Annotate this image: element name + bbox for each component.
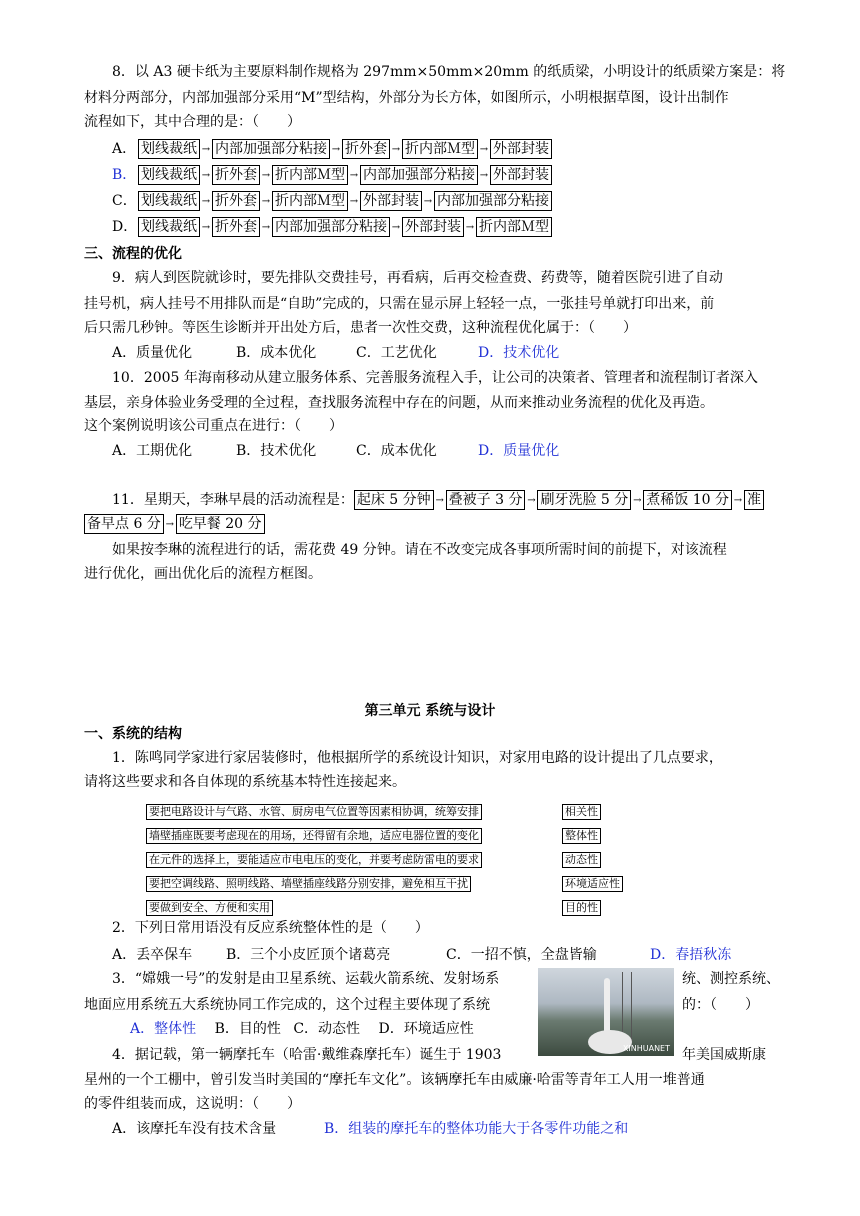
q8-option-row: [112, 138, 552, 159]
flow-step-box: 准: [744, 490, 764, 510]
flow-step-box: 折外套: [212, 165, 260, 185]
arrow-icon: →: [261, 221, 271, 233]
flow-step-box: 折内部Ｍ型: [402, 139, 478, 159]
flow-step-box: 外部封装: [402, 217, 464, 237]
flow-step-box: 划线裁纸: [138, 217, 200, 237]
s2-option-c: C．一招不慎，全盘皆输: [446, 947, 597, 963]
requirement-box: 要做到安全、方便和实用: [146, 900, 273, 916]
option-label: D．: [112, 219, 138, 235]
arrow-icon: →: [201, 195, 211, 207]
flow-step-box: 折外套: [342, 139, 390, 159]
option-label: B．: [112, 167, 137, 183]
arrow-icon: →: [465, 221, 475, 233]
requirement-box: 在元件的选择上，要能适应市电电压的变化，并要考虑防雷电的要求: [146, 852, 482, 868]
option-label: C．: [112, 193, 137, 209]
arrow-icon: →: [423, 195, 433, 207]
flow-step-box: 外部封装: [360, 191, 422, 211]
flow-step-box: 外部封装: [490, 165, 552, 185]
rocket-launch-photo: [538, 968, 674, 1056]
s4-option-b: B．组装的摩托车的整体功能大于各零件功能之和: [324, 1121, 629, 1137]
property-box: 动态性: [562, 852, 601, 868]
arrow-icon: →: [261, 195, 271, 207]
s3-option-b: B．目的性: [214, 1021, 281, 1037]
s4-option-a: A．该摩托车没有技术含量: [112, 1121, 277, 1137]
unit-title: 第三单元 系统与设计: [364, 703, 496, 719]
s3-option-d: D．环境适应性: [378, 1021, 474, 1037]
s1-line1: 1．陈鸣同学家进行家居装修时，他根据所学的系统设计知识，对家用电路的设计提出了几点要求，: [112, 750, 723, 766]
section-title-flow-optimization: 三、流程的优化: [84, 246, 182, 262]
arrow-icon: →: [479, 143, 489, 155]
launch-tower: [622, 972, 632, 1042]
arrow-icon: →: [201, 221, 211, 233]
flow-step-box: 划线裁纸: [138, 139, 200, 159]
q9-option-b: B．成本优化: [236, 345, 317, 361]
q9-option-d: D．技术优化: [478, 345, 560, 361]
q9-option-a: A．质量优化: [112, 345, 193, 361]
arrow-icon: →: [165, 518, 174, 530]
q10-line1: 10．2005 年海南移动从建立服务体系、完善服务流程入手，让公司的决策者、管理者和流程制订者深入: [112, 370, 758, 386]
q8-stem-line3: 流程如下，其中合理的是：（ ）: [84, 114, 301, 130]
arrow-icon: →: [201, 169, 211, 181]
q9-line3: 后只需几秒钟。等医生诊断并开出处方后，患者一次性交费，这种流程优化属于：（ ）: [84, 320, 637, 336]
arrow-icon: →: [633, 494, 642, 506]
flow-step-box: 划线裁纸: [138, 165, 200, 185]
flow-step-box: 备早点 6 分: [84, 514, 164, 534]
flow-step-box: 内部加强部分粘接: [212, 139, 330, 159]
property-box: 目的性: [562, 900, 601, 916]
s2-stem: 2．下列日常用语没有反应系统整体性的是（ ）: [112, 920, 429, 936]
q8-option-row: [112, 190, 552, 211]
q8-stem-line1: 8．以 A3 硬卡纸为主要原料制作规格为 297mm×50mm×20mm 的纸质梁，小明设计的纸质梁方案是：将: [112, 64, 786, 80]
arrow-icon: →: [261, 169, 271, 181]
s3-options: [130, 1018, 474, 1038]
q11-line2: 进行优化，画出优化后的流程方框图。: [84, 566, 322, 582]
requirement-box: 要把电路设计与气路、水管、厨房电气位置等因素相协调，统筹安排: [146, 804, 482, 820]
arrow-icon: →: [435, 494, 444, 506]
q8-option-row: [112, 216, 552, 237]
section-title-system-structure: 一、系统的结构: [84, 726, 182, 742]
property-box: 环境适应性: [562, 876, 623, 892]
q11-flow-row1: [112, 489, 764, 510]
s1-line2: 请将这些要求和各自体现的系统基本特性连接起来。: [84, 774, 406, 790]
s3-line2-right: 的：（ ）: [682, 997, 759, 1013]
flow-step-box: 划线裁纸: [138, 191, 200, 211]
flow-step-box: 吃早餐 20 分: [176, 514, 265, 534]
requirement-box: 要把空调线路、照明线路、墙壁插座线路分别安排，避免相互干扰: [146, 876, 471, 892]
s3-option-a: A．整体性: [130, 1021, 197, 1037]
q10-option-d: D．质量优化: [478, 443, 560, 459]
s3-line2-left: 地面应用系统五大系统协同工作完成的，这个过程主要体现了系统: [84, 997, 490, 1013]
q10-line2: 基层，亲身体验业务受理的全过程，查找服务流程中存在的问题，从而来推动业务流程的优化及再造。: [84, 395, 714, 411]
flow-step-box: 起床 5 分钟: [354, 490, 434, 510]
q10-option-b: B．技术优化: [236, 443, 317, 459]
s2-option-d: D．春捂秋冻: [650, 947, 732, 963]
flow-step-box: 刷牙洗脸 5 分: [537, 490, 631, 510]
flow-step-box: 折内部Ｍ型: [476, 217, 552, 237]
q11-intro: 11．星期天，李琳早晨的活动流程是：: [112, 492, 354, 508]
s3-line1-left: 3．“嫦娥一号”的发射是由卫星系统、运载火箭系统、发射场系: [112, 971, 500, 987]
flow-step-box: 外部封装: [490, 139, 552, 159]
arrow-icon: →: [349, 195, 359, 207]
flow-step-box: 内部加强部分粘接: [434, 191, 552, 211]
arrow-icon: →: [391, 221, 401, 233]
s4-line1-left: 4．据记载，第一辆摩托车（哈雷·戴维森摩托车）诞生于 1903: [112, 1047, 502, 1063]
property-box: 整体性: [562, 828, 601, 844]
q9-line2: 挂号机，病人挂号不用排队而是“自助”完成的，只需在显示屏上轻轻一点，一张挂号单就打印出来，前: [84, 296, 715, 312]
q10-option-c: C．成本优化: [356, 443, 437, 459]
flow-step-box: 折外套: [212, 217, 260, 237]
s3-line1-right: 统、测控系统、: [682, 971, 780, 987]
flow-step-box: 煮稀饭 10 分: [643, 490, 732, 510]
s2-option-a: A．丢卒保车: [112, 947, 193, 963]
q11-line1: 如果按李琳的流程进行的话，需花费 49 分钟。请在不改变完成各事项所需时间的前提下，对该流程: [112, 542, 727, 558]
s2-option-b: B．三个小皮匠顶个诸葛亮: [226, 947, 391, 963]
flow-step-box: 折外套: [212, 191, 260, 211]
flow-step-box: 内部加强部分粘接: [272, 217, 390, 237]
arrow-icon: →: [733, 494, 743, 506]
q9-option-c: C．工艺优化: [356, 345, 437, 361]
s4-line2: 星州的一个工棚中，曾引发当时美国的“摩托车文化”。该辆摩托车由威廉·哈雷等青年工人用一堆普通: [84, 1072, 705, 1088]
q9-line1: 9．病人到医院就诊时，要先排队交费挂号，再看病，后再交检查费、药费等，随着医院引进了自动: [112, 270, 723, 286]
q10-option-a: A．工期优化: [112, 443, 193, 459]
flow-step-box: 折内部Ｍ型: [272, 165, 348, 185]
arrow-icon: →: [479, 169, 489, 181]
photo-watermark: XINHUANET: [622, 1044, 670, 1053]
q8-option-row: [112, 164, 552, 185]
property-box: 相关性: [562, 804, 601, 820]
s3-option-c: C．动态性: [293, 1021, 361, 1037]
q10-line3: 这个案例说明该公司重点在进行：（ ）: [84, 418, 343, 434]
q11-flow-row2: [84, 514, 265, 534]
arrow-icon: →: [527, 494, 536, 506]
requirement-box: 墙壁插座既要考虑现在的用场，还得留有余地，适应电器位置的变化: [146, 828, 482, 844]
arrow-icon: →: [391, 143, 401, 155]
q8-stem-line2: 材料分两部分，内部加强部分采用“M”型结构，外部分为长方体，如图所示，小明根据草图，设计出制作: [84, 90, 729, 106]
s4-line3: 的零件组装而成，这说明：（ ）: [84, 1096, 301, 1112]
option-label: A．: [112, 141, 137, 157]
arrow-icon: →: [349, 169, 359, 181]
arrow-icon: →: [331, 143, 341, 155]
flow-step-box: 叠被子 3 分: [446, 490, 526, 510]
s4-line1-right: 年美国威斯康: [682, 1047, 766, 1063]
arrow-icon: →: [201, 143, 211, 155]
flow-step-box: 折内部Ｍ型: [272, 191, 348, 211]
flow-step-box: 内部加强部分粘接: [360, 165, 478, 185]
rocket-shape: [604, 978, 610, 1036]
